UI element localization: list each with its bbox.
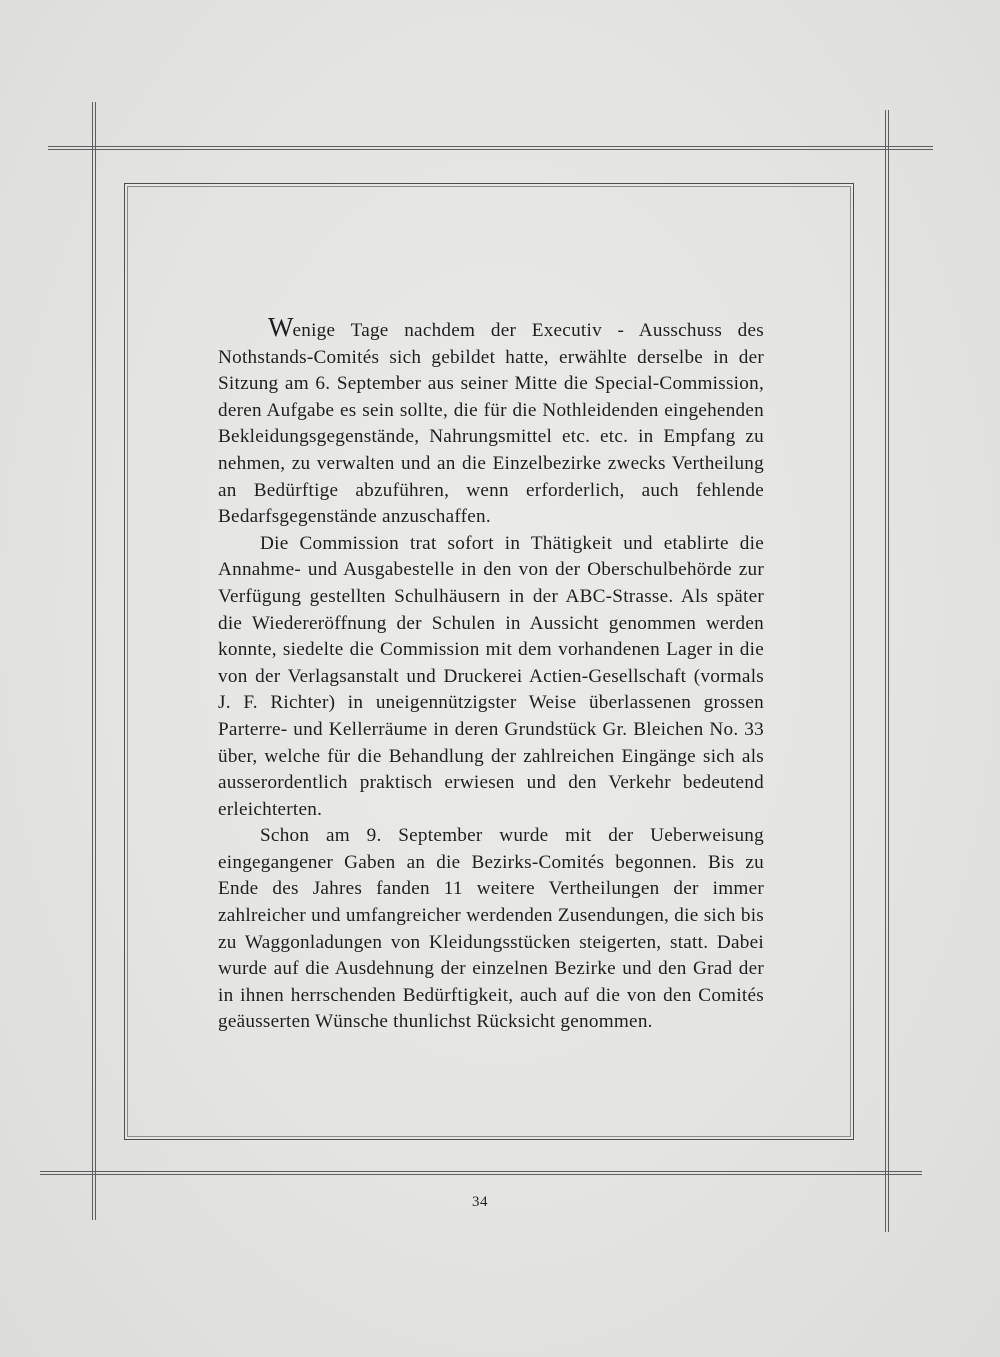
paragraph-1 bbox=[218, 314, 764, 531]
body-text bbox=[218, 314, 764, 1036]
page-number: 34 bbox=[472, 1194, 488, 1210]
bottom-rule bbox=[40, 1171, 922, 1175]
paragraph-1-text: enige Tage nachdem der Executiv - Ausschuss des Nothstands-Comités sich gebildet hatte, erwählte derselbe in der Sitzung am 6. September aus seiner Mitte die Special-Commission, deren Aufgabe es sein sollte, die für die Nothleidenden eingehenden Bekleidungsgegenstände, Nahrungsmittel etc. etc. in Empfang zu nehmen, zu verwalten und an die Einzelbezirke zwecks Vertheilung an Bedürftige abzuführen, wenn erforderlich, auch fehlende Bedarfsgegenstände anzuschaffen. bbox=[218, 320, 764, 528]
paragraph-2: Die Commission trat sofort in Thätigkeit und etablirte die Annahme- und Ausgabestelle in den von der Oberschulbehörde zur Verfügung gestellten Schulhäusern in der ABC-Strasse. Als später die Wiedereröffnung der Schulen in Aussicht genommen werden konnte, siedelte die Commission mit dem vorhandenen Lager in die von der Verlagsanstalt und Druckerei Actien-Gesellschaft (vormals J. F. Richter) in uneigennützigster Weise überlassenen grossen Parterre- und Kellerräume in deren Grundstück Gr. Bleichen No. 33 über, welche für die Behandlung der zahlreichen Eingänge sich als ausserordentlich praktisch erwiesen und den Verkehr bedeutend erleichterten. bbox=[218, 532, 764, 820]
left-rule bbox=[92, 102, 96, 1220]
top-rule bbox=[48, 146, 933, 150]
paragraph-3: Schon am 9. September wurde mit der Ueberweisung eingegangener Gaben an die Bezirks-Comités begonnen. Bis zu Ende des Jahres fanden 11 weitere Vertheilungen der immer zahlreicher und umfangreicher werdenden Zusendungen, die sich bis zu Waggonladungen von Kleidungsstücken steigerten, statt. Dabei wurde auf die Ausdehnung der einzelnen Bezirke und den Grad der in ihnen herrschenden Bedürftigkeit, auch auf die von den Comités geäusserten Wünsche thunlichst Rücksicht genommen. bbox=[218, 825, 764, 1033]
initial-letter: W bbox=[268, 312, 293, 342]
right-rule bbox=[885, 110, 889, 1232]
